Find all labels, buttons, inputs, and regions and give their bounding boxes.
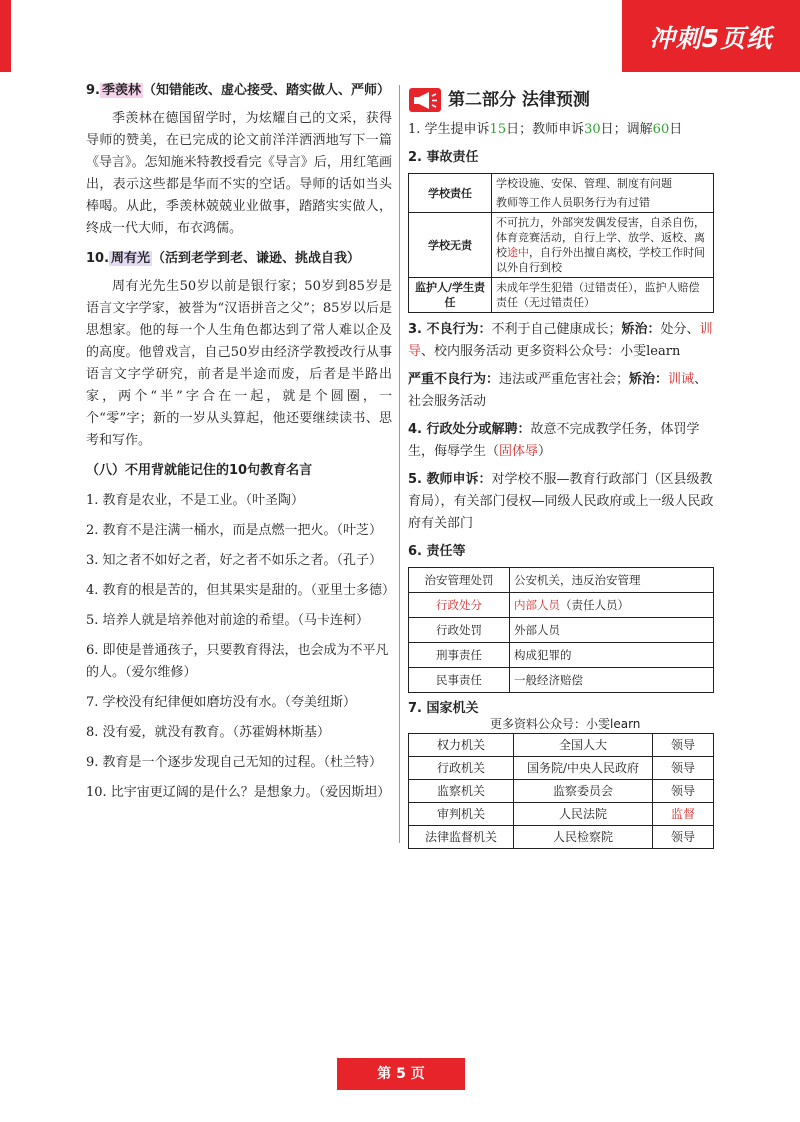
state-organs-table: [408, 733, 714, 849]
table-row: [409, 643, 714, 668]
table-row: [409, 618, 714, 643]
quote-item: 4. 教育的根是苦的，但其果实是甜的。（亚里士多德）: [86, 583, 396, 598]
table-row: [409, 668, 714, 693]
table-cell: 领导: [653, 780, 714, 803]
quote-item: 10. 比宇宙更辽阔的是什么？是想象力。（爱因斯坦）: [86, 785, 391, 800]
table-row: [409, 780, 714, 803]
table-cell: 行政机关: [409, 757, 514, 780]
quote-item: 3. 知之者不如好之者，好之者不如乐之者。（孔子）: [86, 553, 383, 568]
quote-item: 9. 教育是一个逐步发现自己无知的过程。（杜兰特）: [86, 755, 383, 770]
table-cell: 领导: [653, 826, 714, 849]
item-1-appeal-days: 1. 学生提申诉15日；教师申诉30日；调解60日: [408, 122, 683, 137]
responsibility-table: [408, 567, 714, 693]
table-row: [409, 174, 714, 213]
table-cell: 构成犯罪的: [510, 643, 714, 668]
item-3-bad-behavior: 3. 不良行为：不利于自己健康成长；矫治：处分、训导、校内服务活动 更多资料公众号：小雯learn: [408, 322, 713, 359]
accident-table: [408, 173, 714, 313]
table-cell: 监察机关: [409, 780, 514, 803]
table-cell: 内部人员（责任人员）: [510, 593, 714, 618]
table-row: [409, 568, 714, 593]
paragraph-ji-xianlin: 季羡林在德国留学时，为炫耀自己的文采，获得导师的赞美，在已完成的论文前洋洋洒洒地写下一篇《导言》。怎知施米特教授看完《导言》后，用红笔画出，表示这些都是华而不实的空话。导师的话如当头棒喝。从此，季羡林兢兢业业做事，踏踏实实做人，终成一代大师，布衣鸿儒。: [86, 111, 392, 236]
table-cell: 行政处罚: [409, 618, 510, 643]
part-title: 第二部分 法律预测: [448, 90, 590, 110]
part-header: [408, 85, 718, 115]
item-6-title: 6. 责任等: [408, 544, 466, 559]
table-row: [409, 803, 714, 826]
page-number: 第 5 页: [337, 1058, 465, 1090]
table-cell: 民事责任: [409, 668, 510, 693]
table-row: [409, 213, 714, 278]
heading-ji-xianlin: 9. 季羡林 （知错能改、虚心接受、踏实做人、严师）: [86, 83, 391, 98]
table-cell: 监督: [653, 803, 714, 826]
table-cell: 国务院/中央人民政府: [514, 757, 653, 780]
left-accent-bar: [0, 0, 11, 72]
paragraph-zhou-youguang: 周有光先生50岁以前是银行家；50岁到85岁是语言文字学家，被誉为“汉语拼音之父”；85岁以后是思想家。他的每一个人生角色都达到了常人难以企及的高度。他曾戏言，自己50岁由经济学教授改行从事语言文字学研究，前者是半途而废，后者是半路出家，两个“半”字合在一起，就是个圆圈，一个“零”字；新的一岁从头算起，他还要继续读书、思考和写作。: [86, 279, 392, 448]
table-row: [409, 826, 714, 849]
table-cell: 全国人大: [514, 734, 653, 757]
left-column: [86, 80, 396, 804]
header-badge: 冲刺5页纸: [622, 0, 800, 72]
table-cell: 一般经济赔偿: [510, 668, 714, 693]
table-row: [409, 593, 714, 618]
table-cell: 学校设施、安保、管理、制度有问题 教师等工作人员职务行为有过错: [492, 174, 714, 213]
quote-item: 2. 教育不是注满一桶水，而是点燃一把火。（叶芝）: [86, 523, 383, 538]
table-cell: 外部人员: [510, 618, 714, 643]
item-3b-serious-bad-behavior: 严重不良行为：违法或严重危害社会；矫治：训诫、社会服务活动: [408, 372, 708, 409]
right-column: [408, 85, 718, 849]
table-cell: 领导: [653, 734, 714, 757]
table-cell: 法律监督机关: [409, 826, 514, 849]
table-row: [409, 757, 714, 780]
quote-item: 8. 没有爱，就没有教育。（苏霍姆林斯基）: [86, 725, 331, 740]
ad-note: 更多资料公众号：小雯learn: [490, 717, 641, 731]
item-7-title: 7. 国家机关: [408, 701, 479, 716]
quote-item: 6. 即使是普通孩子，只要教育得法，也会成为不平凡的人。（爱尔维修）: [86, 643, 389, 680]
quote-item: 5. 培养人就是培养他对前途的希望。（马卡连柯）: [86, 613, 370, 628]
table-cell: 监护人/学生责任: [409, 278, 492, 313]
table-cell: 人民检察院: [514, 826, 653, 849]
table-cell: 学校无责: [409, 213, 492, 278]
name-ji-xianlin: 季羡林: [101, 83, 141, 98]
table-cell: 不可抗力，外部突发偶发侵害，自杀自伤，体育竞赛活动，自行上学、放学、返校、离校途中，自行外出擅自离校，学校工作时间以外自行到校: [492, 213, 714, 278]
item-4-sanction: 4. 行政处分或解聘：故意不完成教学任务，体罚学生，侮辱学生（固体辱）: [408, 422, 700, 459]
table-cell: 领导: [653, 757, 714, 780]
table-cell: 监察委员会: [514, 780, 653, 803]
item-2-title: 2. 事故责任: [408, 150, 479, 165]
megaphone-icon: [408, 87, 442, 113]
name-zhou-youguang: 周有光: [111, 251, 151, 266]
table-cell: 行政处分: [409, 593, 510, 618]
item-5-teacher-appeal: 5. 教师申诉：对学校不服—教育行政部门（区县级教育局），有关部门侵权—同级人民政府或上一级人民政府有关部门: [408, 472, 714, 531]
quote-item: 7. 学校没有纪律便如磨坊没有水。（夸美纽斯）: [86, 695, 357, 710]
table-row: [409, 734, 714, 757]
table-cell: 权力机关: [409, 734, 514, 757]
table-row: [409, 278, 714, 313]
table-cell: 刑事责任: [409, 643, 510, 668]
table-cell: 治安管理处罚: [409, 568, 510, 593]
quote-item: 1. 教育是农业，不是工业。（叶圣陶）: [86, 493, 305, 508]
section-title-quotes: （八）不用背就能记住的10句教育名言: [86, 463, 313, 478]
table-cell: 审判机关: [409, 803, 514, 826]
table-cell: 公安机关，违反治安管理: [510, 568, 714, 593]
table-cell: 未成年学生犯错（过错责任），监护人赔偿责任（无过错责任）: [492, 278, 714, 313]
heading-zhou-youguang: 10. 周有光 （活到老学到老、谦逊、挑战自我）: [86, 251, 361, 266]
column-divider: [399, 85, 400, 843]
table-cell: 人民法院: [514, 803, 653, 826]
table-cell: 学校责任: [409, 174, 492, 213]
